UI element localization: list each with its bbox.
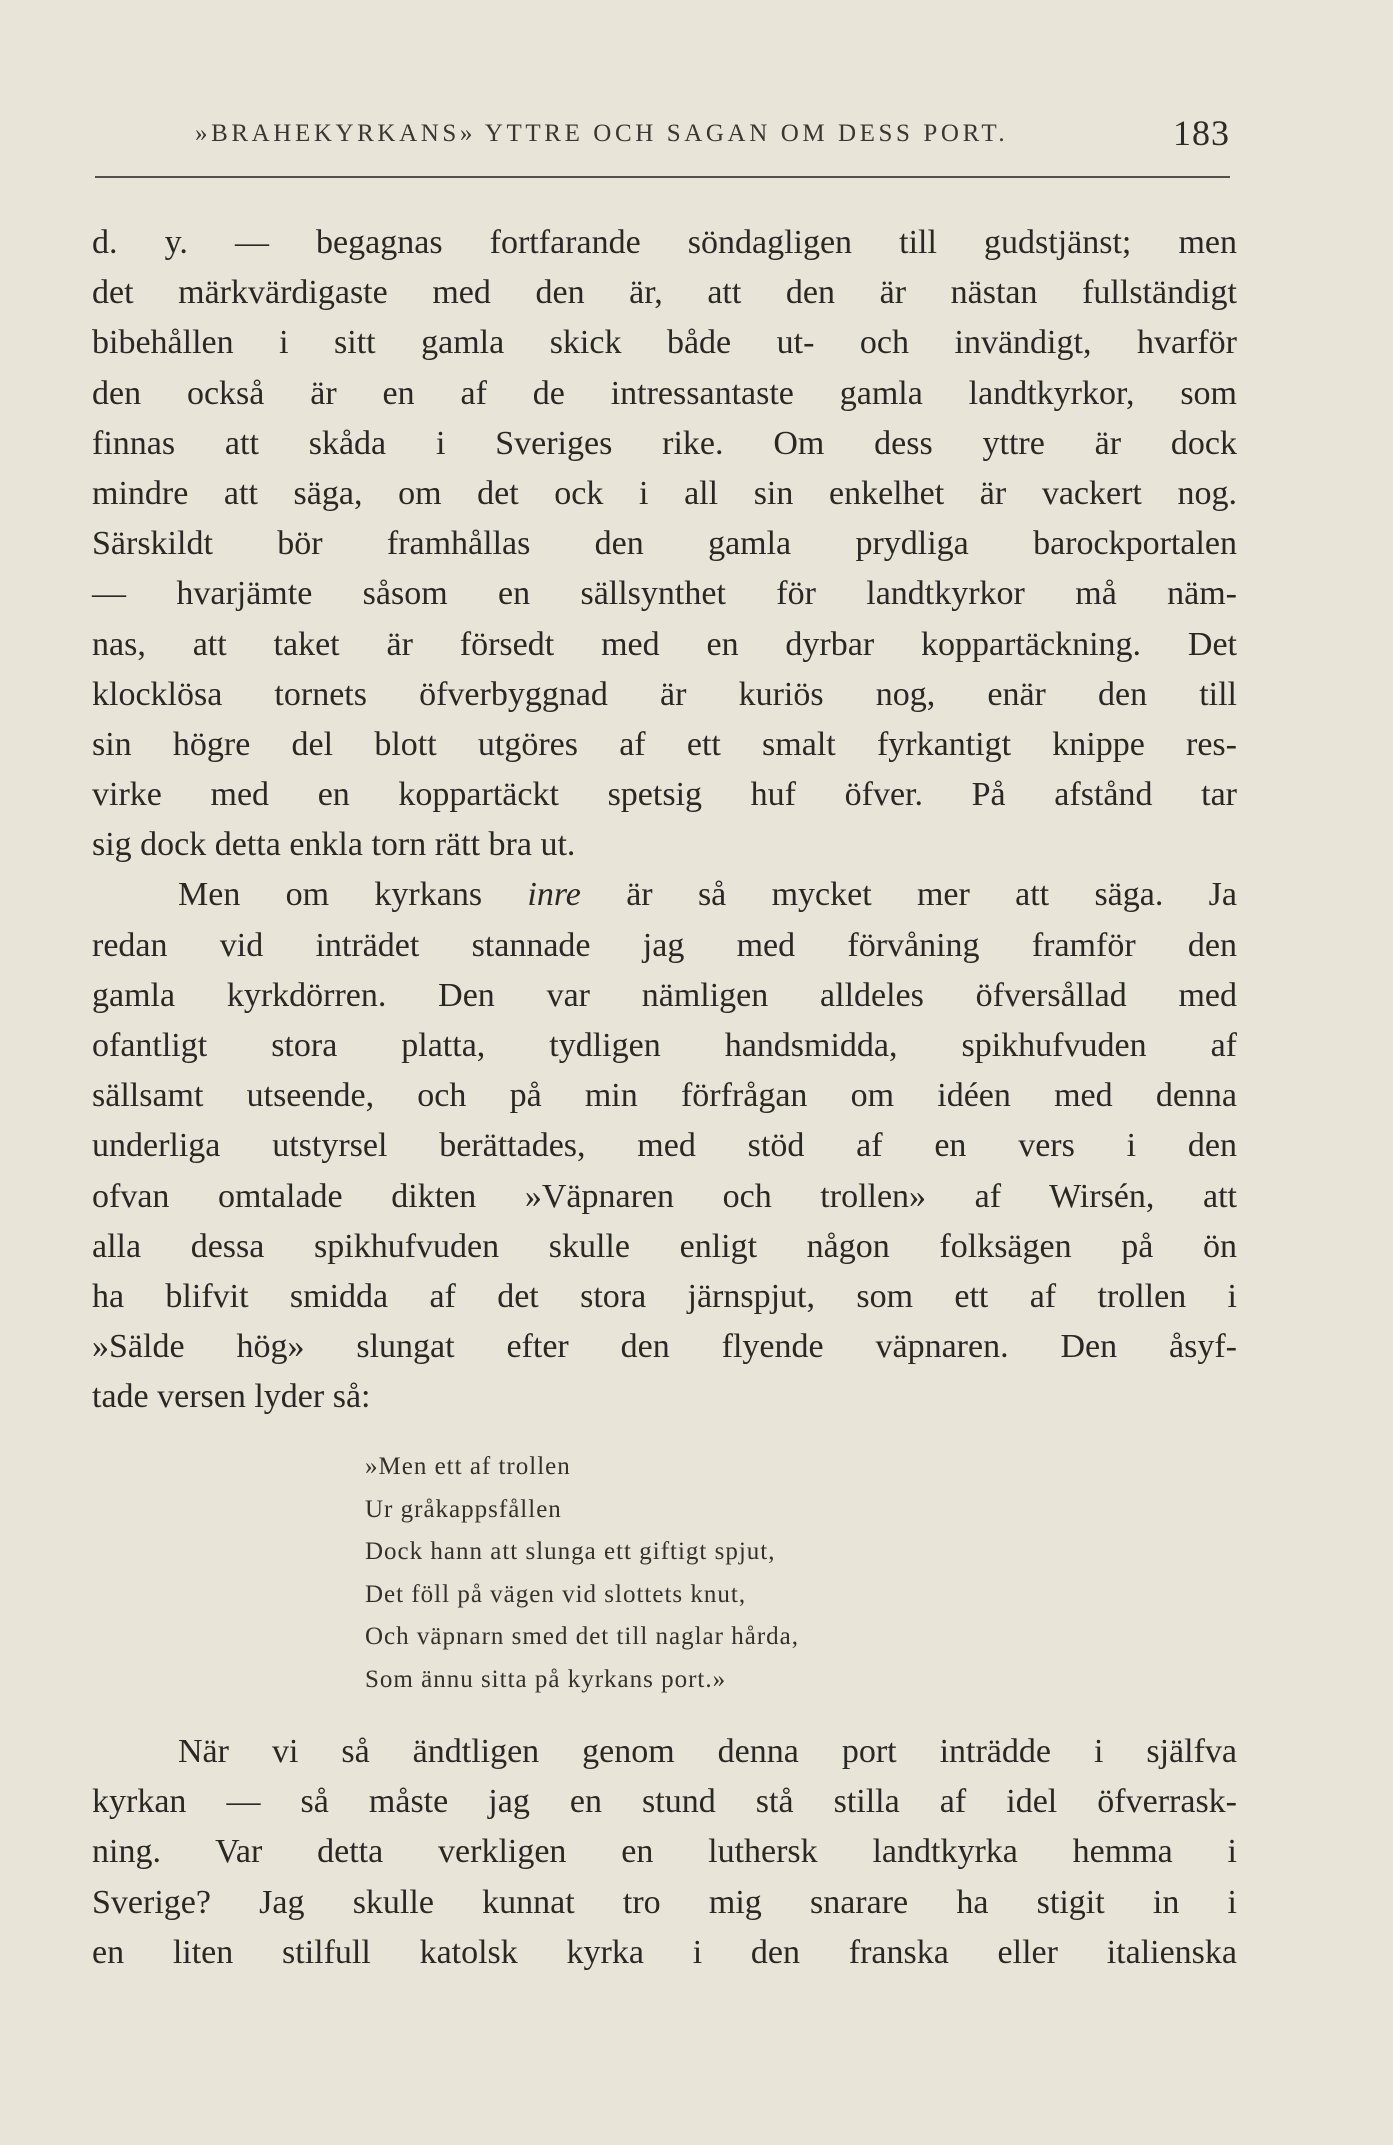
text-line: virke med en koppartäckt spetsig huf öfver. På afstånd tar — [92, 776, 1237, 814]
main-text-continued — [92, 1727, 1237, 1978]
text-line: — hvarjämte såsom en sällsynthet för landtkyrkor må näm- — [92, 575, 1237, 613]
text-line: »Sälde hög» slungat efter den flyende väpnaren. Den åsyf- — [92, 1328, 1237, 1366]
text-line: nas, att taket är försedt med en dyrbar koppartäckning. Det — [92, 625, 1237, 663]
verse-line: Det föll på vägen vid slottets knut, — [365, 1580, 747, 1608]
text-line: det märkvärdigaste med den är, att den är nästan fullständigt — [92, 274, 1237, 312]
text-line: gamla kyrkdörren. Den var nämligen alldeles öfversållad med — [92, 976, 1237, 1014]
running-title: »BRAHEKYRKANS» YTTRE OCH SAGAN OM DESS PORT. — [195, 120, 1009, 147]
text-line: kyrkan — så måste jag en stund stå stilla af idel öfverrask- — [92, 1783, 1237, 1821]
text-line: Särskildt bör framhållas den gamla prydliga barockportalen — [92, 525, 1237, 563]
text-line: redan vid inträdet stannade jag med förvåning framför den — [92, 926, 1237, 964]
text-line: finnas att skåda i Sveriges rike. Om dess yttre är dock — [92, 424, 1237, 462]
paragraph-first-line — [92, 870, 1237, 920]
text-line: bibehållen i sitt gamla skick både ut- och invändigt, hvarför — [92, 324, 1237, 362]
text-line: klocklösa tornets öfverbyggnad är kuriös nog, enär den till — [92, 675, 1237, 713]
header-rule — [95, 176, 1230, 178]
text-line: tade versen lyder så: — [92, 1378, 371, 1416]
verse-line: Ur gråkappsfållen — [365, 1495, 562, 1523]
page-header — [95, 110, 1230, 160]
italic-word: inre — [527, 876, 581, 914]
text-line: sin högre del blott utgöres af ett smalt fyrkantigt knippe res- — [92, 725, 1237, 763]
paragraph-first-line: När vi så ändtligen genom denna port inträdde i själfva — [178, 1733, 1237, 1770]
text-span: Men om kyrkans — [178, 876, 528, 914]
verse-line: Som ännu sitta på kyrkans port.» — [365, 1665, 727, 1693]
verse-line: Och väpnarn smed det till naglar hårda, — [365, 1623, 799, 1651]
text-line: ha blifvit smidda af det stora järnspjut, som ett af trollen i — [92, 1277, 1237, 1315]
page-number: 183 — [1173, 113, 1230, 153]
text-line: sällsamt utseende, och på min förfrågan om idéen med denna — [92, 1077, 1237, 1115]
text-line: ofvan omtalade dikten »Väpnaren och trollen» af Wirsén, att — [92, 1177, 1237, 1215]
text-line: ofantligt stora platta, tydligen handsmidda, spikhufvuden af — [92, 1027, 1237, 1064]
text-line: d. y. — begagnas fortfarande söndagligen till gudstjänst; men — [92, 224, 1237, 261]
main-text — [92, 218, 1237, 1423]
verse-line: »Men ett af trollen — [365, 1453, 571, 1480]
text-line: ning. Var detta verkligen en luthersk landtkyrka hemma i — [92, 1833, 1237, 1871]
text-line: mindre att säga, om det ock i all sin enkelhet är vackert nog. — [92, 474, 1237, 512]
text-line: sig dock detta enkla torn rätt bra ut. — [92, 826, 576, 864]
verse-line: Dock hann att slunga ett giftigt spjut, — [365, 1538, 776, 1566]
text-line: alla dessa spikhufvuden skulle enligt någon folksägen på ön — [92, 1227, 1237, 1265]
quoted-verse — [365, 1446, 799, 1702]
text-line: Sverige? Jag skulle kunnat tro mig snarare ha stigit in i — [92, 1883, 1237, 1921]
text-line: underliga utstyrsel berättades, med stöd af en vers i den — [92, 1127, 1237, 1165]
text-line: en liten stilfull katolsk kyrka i den franska eller italienska — [92, 1933, 1237, 1971]
text-span: är så mycket mer att säga. Ja — [580, 876, 1237, 914]
text-line: den också är en af de intressantaste gamla landtkyrkor, som — [92, 374, 1237, 412]
